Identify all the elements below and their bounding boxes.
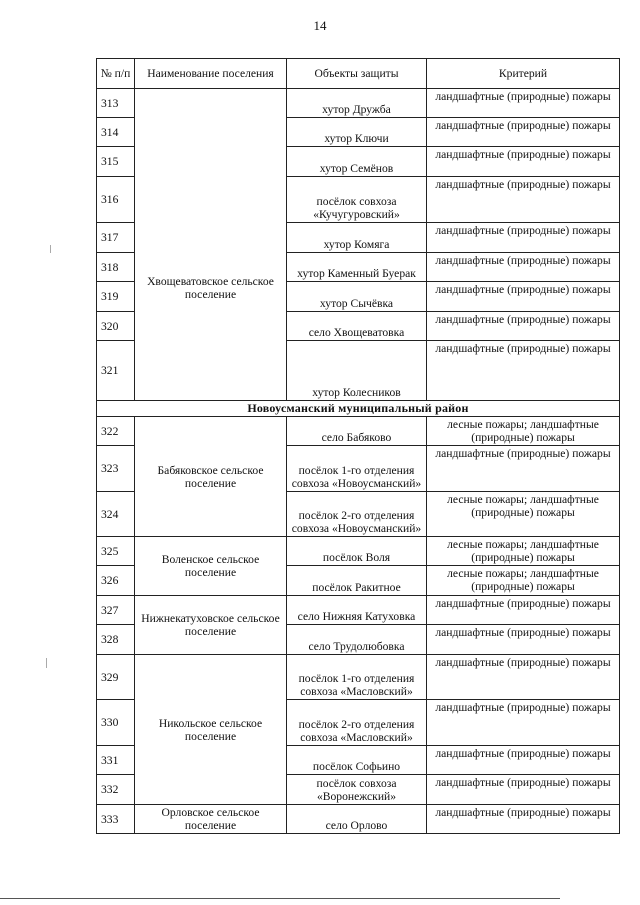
protected-object: село Нижняя Катуховка — [287, 596, 427, 625]
table-row — [97, 177, 620, 223]
table-row — [97, 805, 620, 834]
row-number: 333 — [97, 805, 135, 834]
header-settlement: Наименование поселения — [135, 59, 287, 89]
row-number: 317 — [97, 223, 135, 253]
criterion: ландшафтные (природные) пожары — [427, 177, 620, 223]
criterion: ландшафтные (природные) пожары — [427, 775, 620, 805]
protected-object: посёлок совхоза «Кучугуровский» — [287, 177, 427, 223]
protected-object: посёлок 2-го отделения совхоза «Новоусманский» — [287, 492, 427, 537]
header-object: Объекты защиты — [287, 59, 427, 89]
table-body — [97, 89, 620, 834]
scan-artifact — [50, 245, 51, 253]
criterion: лесные пожары; ландшафтные (природные) пожары — [427, 566, 620, 596]
criterion: ландшафтные (природные) пожары — [427, 805, 620, 834]
protected-object: хутор Ключи — [287, 118, 427, 147]
district-row — [97, 401, 620, 417]
row-number: 331 — [97, 746, 135, 775]
protected-object: посёлок 2-го отделения совхоза «Масловский» — [287, 700, 427, 746]
row-number: 314 — [97, 118, 135, 147]
criterion: ландшафтные (природные) пожары — [427, 655, 620, 700]
criterion: лесные пожары; ландшафтные (природные) пожары — [427, 537, 620, 566]
settlement-name: Нижнекатуховское сельское поселение — [135, 596, 287, 655]
protected-object: хутор Сычёвка — [287, 282, 427, 312]
criterion: ландшафтные (природные) пожары — [427, 89, 620, 118]
protected-object: хутор Комяга — [287, 223, 427, 253]
scan-artifact — [46, 658, 47, 668]
row-number: 316 — [97, 177, 135, 223]
table-row — [97, 89, 620, 118]
protected-object: село Трудолюбовка — [287, 625, 427, 655]
criterion: ландшафтные (природные) пожары — [427, 700, 620, 746]
row-number: 323 — [97, 446, 135, 492]
row-number: 325 — [97, 537, 135, 566]
protected-object: село Орлово — [287, 805, 427, 834]
criterion: ландшафтные (природные) пожары — [427, 118, 620, 147]
criterion: ландшафтные (природные) пожары — [427, 312, 620, 341]
settlement-name: Никольское сельское поселение — [135, 655, 287, 805]
row-number: 320 — [97, 312, 135, 341]
criterion: ландшафтные (природные) пожары — [427, 446, 620, 492]
protected-object: хутор Семёнов — [287, 147, 427, 177]
row-number: 318 — [97, 253, 135, 282]
row-number: 322 — [97, 417, 135, 446]
row-number: 327 — [97, 596, 135, 625]
criterion: ландшафтные (природные) пожары — [427, 253, 620, 282]
settlement-name: Воленское сельское поселение — [135, 537, 287, 596]
protected-object: посёлок Ракитное — [287, 566, 427, 596]
protected-object: село Бабяково — [287, 417, 427, 446]
table-row — [97, 655, 620, 700]
table-row — [97, 537, 620, 566]
criterion: ландшафтные (природные) пожары — [427, 746, 620, 775]
protected-object: хутор Колесников — [287, 341, 427, 401]
criterion: ландшафтные (природные) пожары — [427, 147, 620, 177]
row-number: 324 — [97, 492, 135, 537]
protected-object: посёлок совхоза «Воронежский» — [287, 775, 427, 805]
district-title: Новоусманский муниципальный район — [97, 401, 620, 417]
settlement-name: Бабяковское сельское поселение — [135, 417, 287, 537]
protected-object: хутор Дружба — [287, 89, 427, 118]
protected-object: посёлок 1-го отделения совхоза «Новоусманский» — [287, 446, 427, 492]
row-number: 330 — [97, 700, 135, 746]
settlement-name — [135, 89, 287, 177]
settlement-name: Орловское сельское поселение — [135, 805, 287, 834]
protected-object: посёлок 1-го отделения совхоза «Масловский» — [287, 655, 427, 700]
table-row — [97, 596, 620, 625]
criterion: ландшафтные (природные) пожары — [427, 223, 620, 253]
criterion: лесные пожары; ландшафтные (природные) пожары — [427, 417, 620, 446]
criterion: ландшафтные (природные) пожары — [427, 625, 620, 655]
criterion: лесные пожары; ландшафтные (природные) пожары — [427, 492, 620, 537]
table-row — [97, 417, 620, 446]
row-number: 328 — [97, 625, 135, 655]
header-num: № п/п — [97, 59, 135, 89]
row-number: 321 — [97, 341, 135, 401]
criterion: ландшафтные (природные) пожары — [427, 596, 620, 625]
table-header-row — [97, 59, 620, 89]
row-number: 332 — [97, 775, 135, 805]
scan-edge-line — [0, 898, 560, 899]
protected-object: хутор Каменный Буерак — [287, 253, 427, 282]
row-number: 326 — [97, 566, 135, 596]
row-number: 319 — [97, 282, 135, 312]
settlement-name: Хвощеватовское сельское поселение — [135, 177, 287, 401]
header-criterion: Критерий — [427, 59, 620, 89]
protected-object: посёлок Воля — [287, 537, 427, 566]
page-number: 14 — [313, 18, 327, 33]
protected-object: посёлок Софьино — [287, 746, 427, 775]
row-number: 313 — [97, 89, 135, 118]
settlements-table — [96, 58, 620, 834]
row-number: 329 — [97, 655, 135, 700]
criterion: ландшафтные (природные) пожары — [427, 341, 620, 401]
protected-object: село Хвощеватовка — [287, 312, 427, 341]
row-number: 315 — [97, 147, 135, 177]
criterion: ландшафтные (природные) пожары — [427, 282, 620, 312]
